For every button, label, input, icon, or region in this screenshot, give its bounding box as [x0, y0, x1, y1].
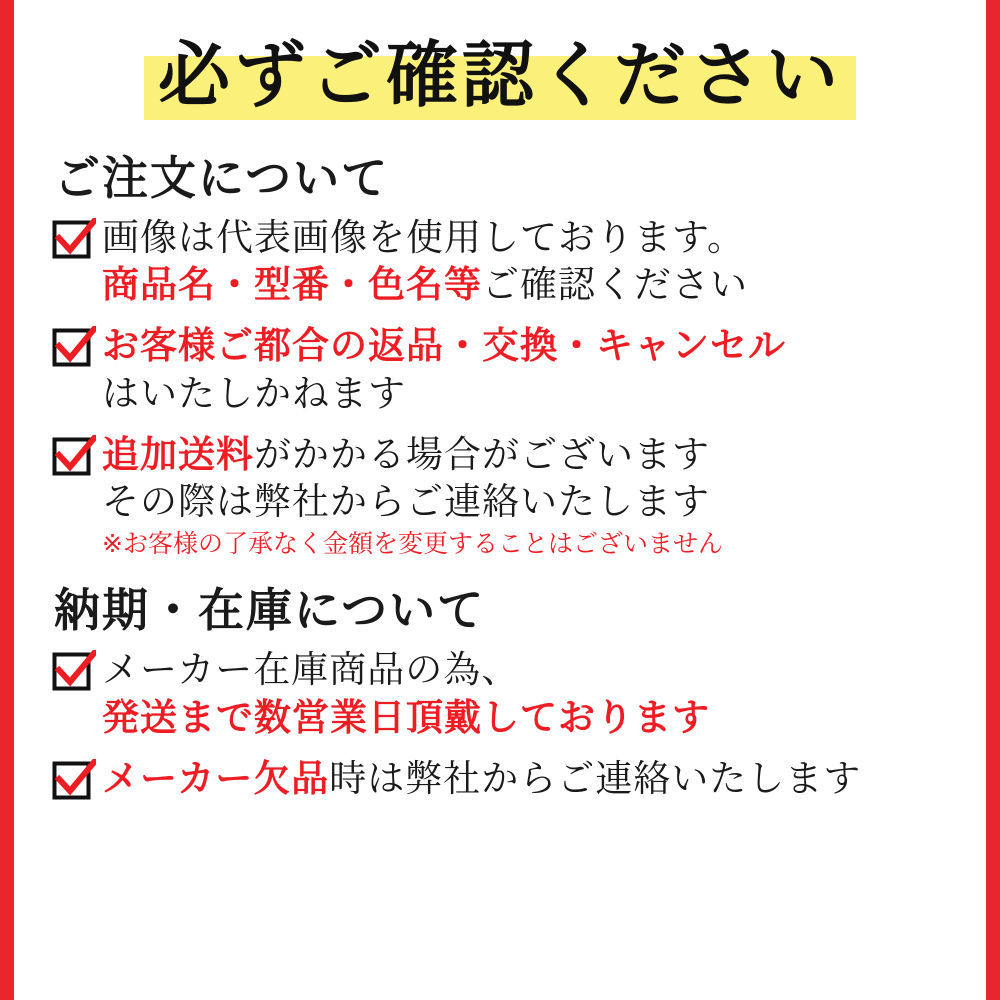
list-item-text: [102, 214, 958, 309]
emphasis-text: 発送まで数営業日頂戴しております: [102, 695, 710, 739]
list-item-text: [102, 322, 958, 417]
emphasis-text: 商品名・型番・色名等: [102, 262, 482, 306]
body-text: 画像は代表画像を使用しております。: [102, 215, 746, 259]
body-text: はいたしかねます: [102, 371, 406, 415]
body-text: その際は弊社からご連絡いたします: [102, 480, 710, 524]
list-item-line: [102, 370, 958, 417]
body-text: 時は弊社からご連絡いたします: [329, 756, 862, 800]
list-item: [42, 322, 958, 417]
list-item-line: [102, 431, 958, 478]
list-item: [42, 646, 958, 741]
section-heading: 納期・在庫について: [54, 583, 486, 638]
list-item: [42, 431, 958, 560]
list-item-line: [102, 694, 958, 741]
checkbox-checked-icon: [52, 218, 96, 262]
list-item-line: [102, 478, 958, 525]
notice-content: [14, 0, 986, 1000]
list-item-line: [102, 755, 958, 802]
body-text: メーカー在庫商品の為、: [102, 648, 520, 692]
body-text: がかかる場合がございます: [254, 433, 710, 477]
list-item-note: ※お客様の了承なく金額を変更することはございません: [102, 528, 723, 558]
title-text: 必ずご確認ください: [157, 33, 842, 117]
sections-root: [42, 142, 958, 803]
emphasis-text: お客様ご都合の返品・交換・キャンセル: [102, 324, 786, 368]
list-item-text: [102, 755, 958, 802]
section-heading: ご注文について: [54, 150, 390, 205]
page-title: [42, 34, 958, 120]
list-item-line: [102, 322, 958, 369]
list-item-line: [102, 261, 958, 308]
list-item: [42, 214, 958, 309]
emphasis-text: メーカー欠品: [102, 756, 330, 800]
right-accent-bar: [986, 0, 1000, 1000]
checkbox-checked-icon: [52, 326, 96, 370]
notice-list: [42, 214, 958, 561]
list-item-text: [102, 431, 958, 560]
list-item: [42, 755, 958, 803]
body-text: ご確認ください: [482, 262, 748, 306]
list-item-line: [102, 646, 958, 693]
emphasis-text: 追加送料: [102, 433, 254, 477]
checkbox-checked-icon: [52, 759, 96, 803]
left-accent-bar: [0, 0, 14, 1000]
list-item-line: [102, 214, 958, 261]
notice-list: [42, 646, 958, 803]
checkbox-checked-icon: [52, 435, 96, 479]
checkbox-checked-icon: [52, 650, 96, 694]
list-item-text: [102, 646, 958, 741]
